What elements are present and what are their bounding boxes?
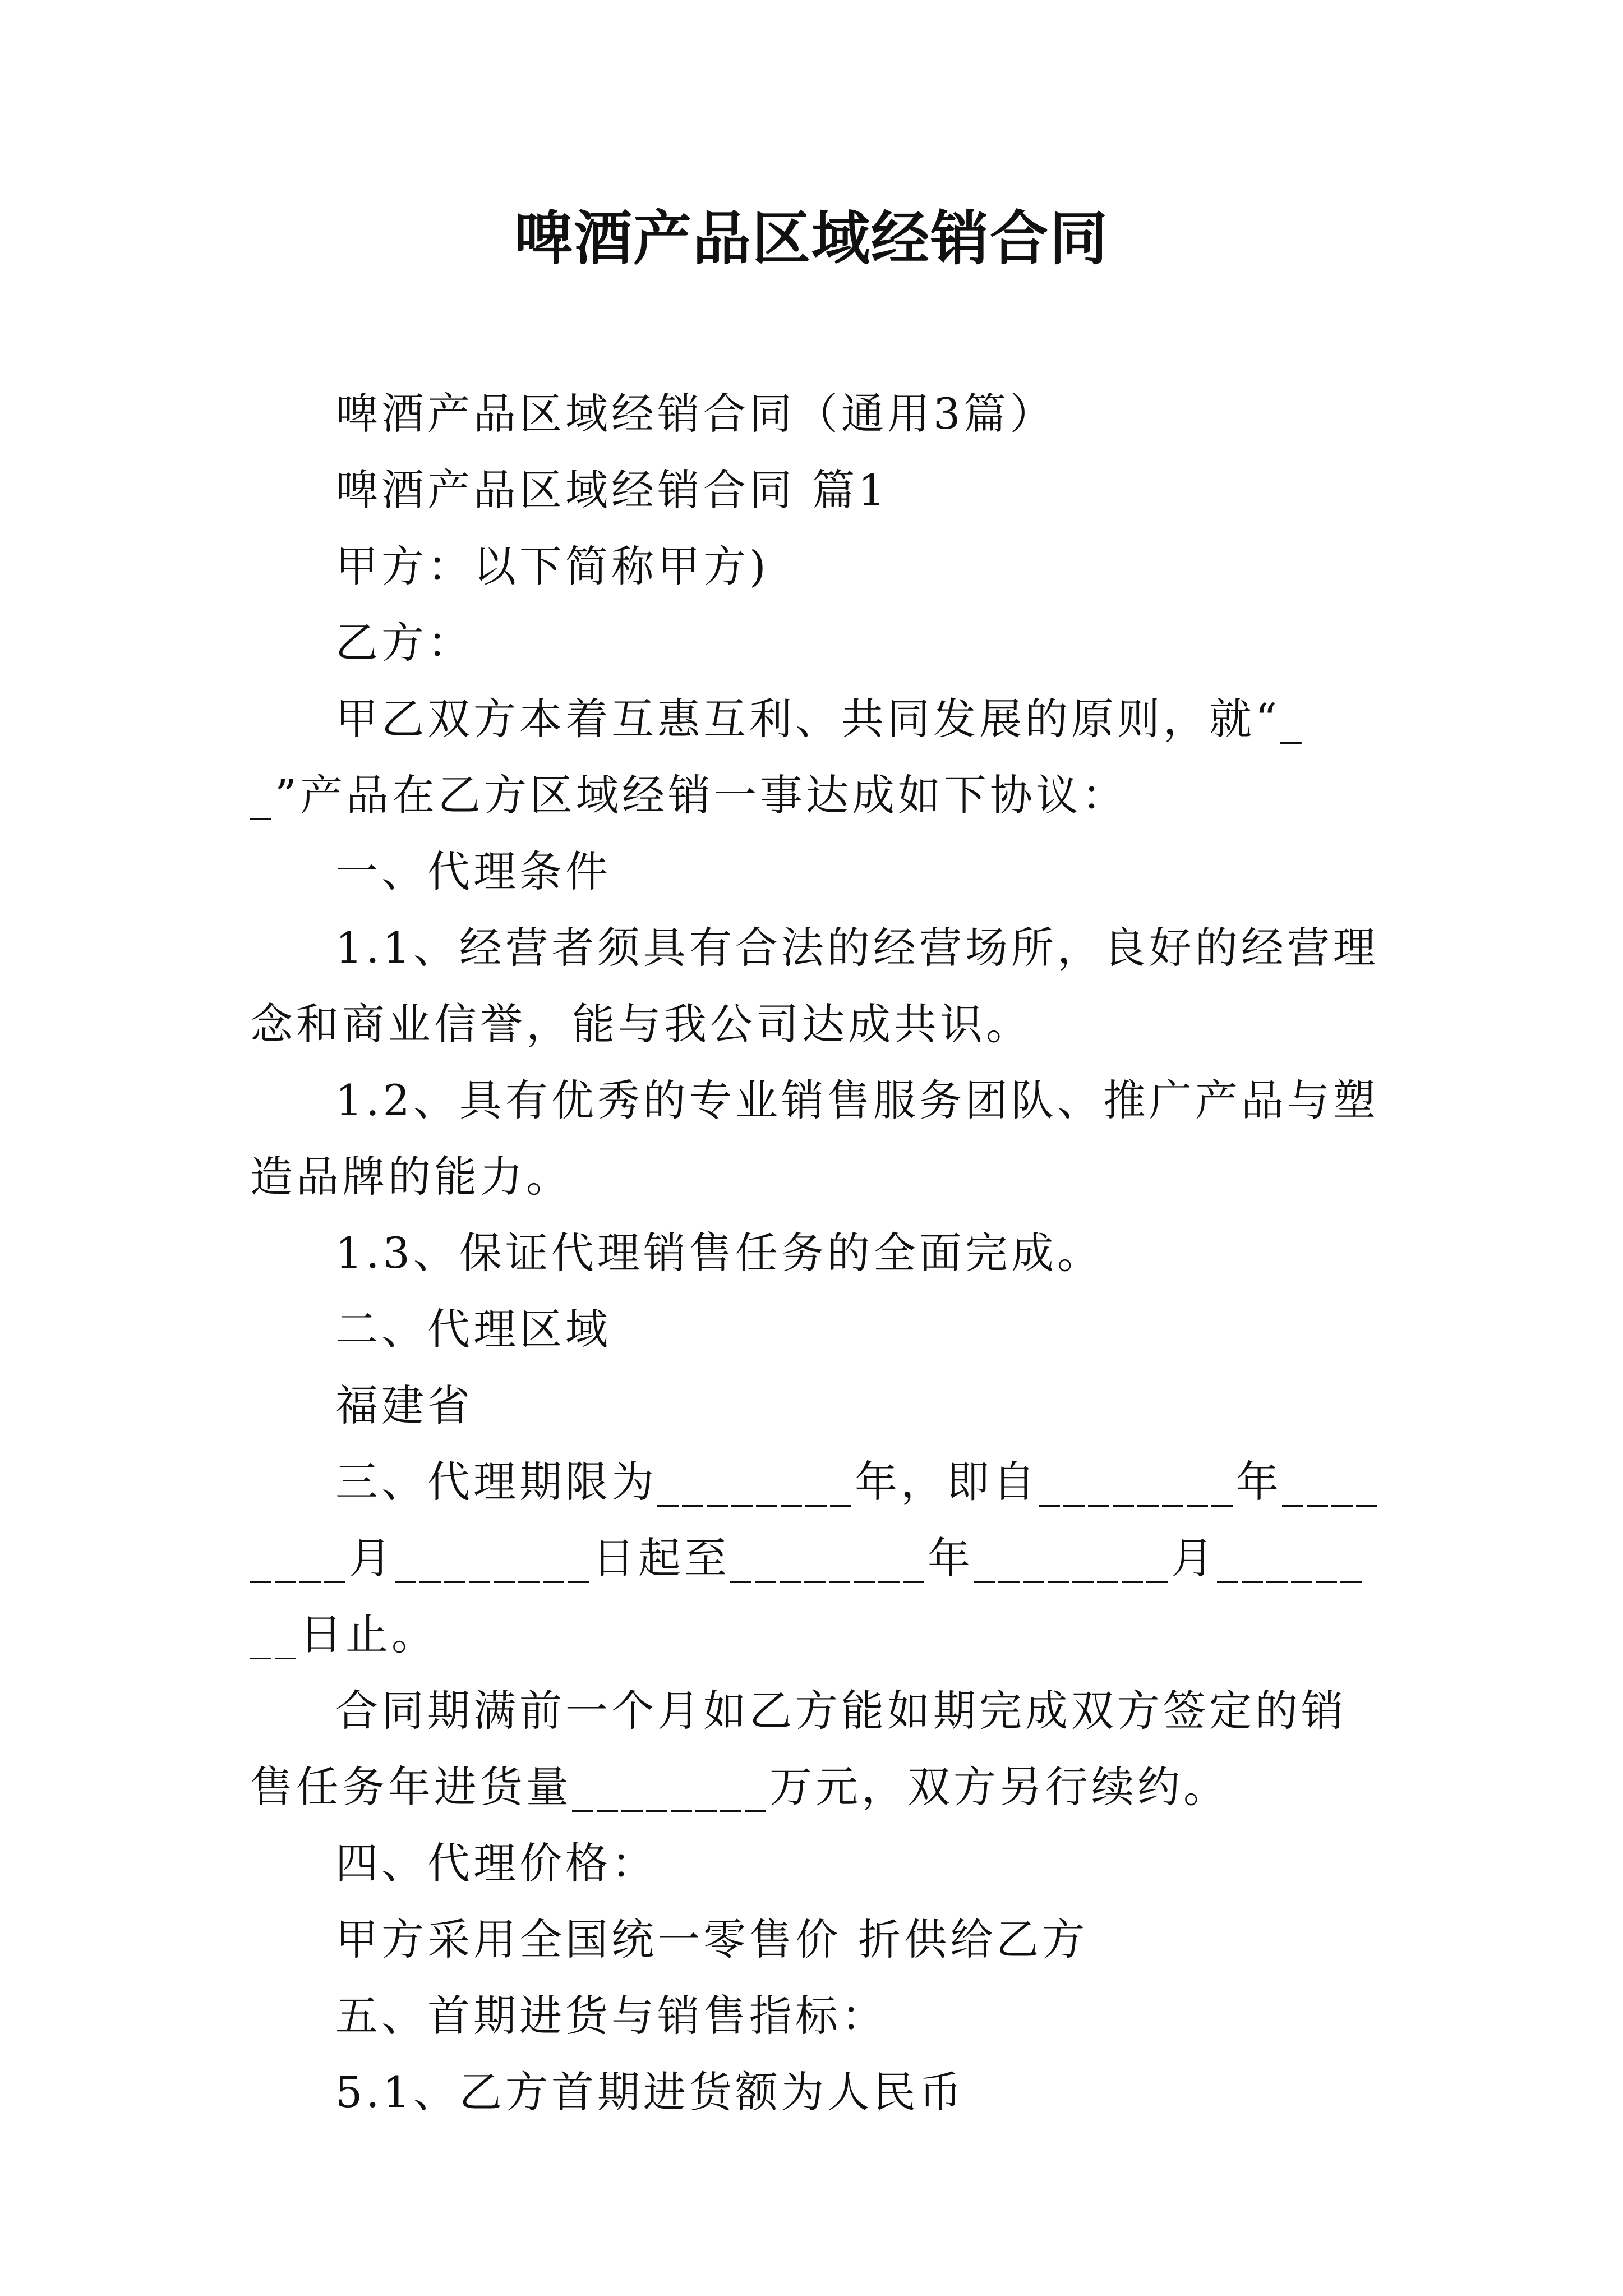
paragraph-clause-1-2: 1.2、具有优秀的专业销售服务团队、推广产品与塑造品牌的能力。: [250, 1075, 1379, 1202]
paragraph-renewal: 合同期满前一个月如乙方能如期完成双方签定的销售任务年进货量________万元，双方另行续约。: [250, 1686, 1347, 1812]
paragraph-party-a: 甲方：以下简称甲方): [335, 541, 769, 591]
paragraph-region: 福建省: [335, 1381, 473, 1430]
paragraph-heading-4: 四、代理价格：: [335, 1838, 657, 1888]
paragraph-clause-5-1: 5.1、乙方首期进货额为人民币: [335, 2067, 965, 2117]
document-body: [250, 376, 1383, 2131]
paragraph-clause-1-3: 1.3、保证代理销售任务的全面完成。: [335, 1228, 1103, 1278]
paragraph-party-b: 乙方：: [335, 618, 473, 668]
paragraph-subtitle: 啤酒产品区域经销合同（通用3篇）: [335, 389, 1056, 439]
paragraph-heading-2: 二、代理区域: [335, 1304, 611, 1354]
paragraph-price: 甲方采用全国统一零售价 折供给乙方: [335, 1915, 1089, 1964]
paragraph-clause-1-1: 1.1、经营者须具有合法的经营场所，良好的经营理念和商业信誉，能与我公司达成共识。: [250, 923, 1379, 1049]
paragraph-section-title: 啤酒产品区域经销合同 篇1: [335, 465, 889, 515]
document-title: 啤酒产品区域经销合同: [514, 204, 1109, 273]
paragraph-heading-5: 五、首期进货与销售指标：: [335, 1991, 887, 2041]
paragraph-term: 三、代理期限为________年，即自________年________月________日起至________年________月________日止。: [250, 1457, 1381, 1659]
paragraph-heading-1: 一、代理条件: [335, 846, 611, 896]
paragraph-preamble: 甲乙双方本着互惠互利、共同发展的原则，就“__”产品在乙方区域经销一事达成如下协议：: [250, 694, 1305, 820]
